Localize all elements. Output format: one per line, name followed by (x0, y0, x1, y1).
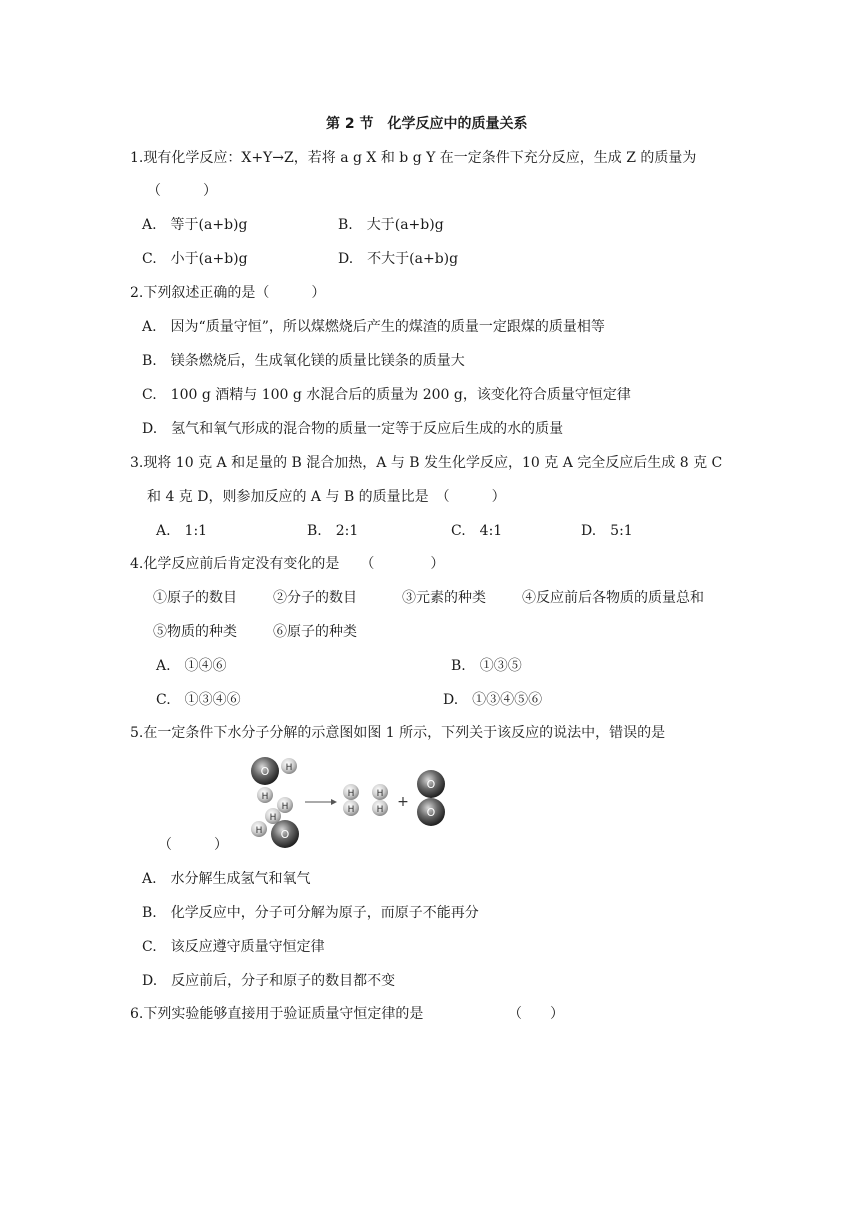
hydrogen-label: H (347, 789, 355, 799)
oxygen-label: O (260, 765, 270, 778)
question-2-option-b: B. 镁条燃烧后，生成氧化镁的质量比镁条的质量大 (142, 353, 465, 369)
question-1-stem: 1.现有化学反应：X+Y→Z，若将 a g X 和 b g Y 在一定条件下充分反应，生成 Z 的质量为 (130, 150, 697, 166)
question-4-option-c: C. ①③④⑥ (156, 692, 241, 708)
question-3-option-d: D. 5:1 (581, 523, 633, 539)
hydrogen-label: H (269, 813, 277, 823)
hydrogen-molecule-2 (372, 784, 388, 816)
hydrogen-atoms (257, 787, 293, 824)
question-5-option-b: B. 化学反应中，分子可分解为原子，而原子不能再分 (142, 905, 479, 921)
question-1-option-a: A. 等于(a+b)g (142, 217, 248, 233)
question-5-option-d: D. 反应前后，分子和原子的数目都不变 (142, 973, 396, 989)
question-4-item-4: ④反应前后各物质的质量总和 (522, 590, 704, 606)
hydrogen-label: H (347, 805, 355, 815)
question-4-item-3: ③元素的种类 (402, 590, 486, 606)
oxygen-label: O (426, 778, 436, 791)
question-5-stem: 5.在一定条件下水分子分解的示意图如图 1 所示，下列关于该反应的说法中，错误的是 (130, 725, 666, 741)
question-1-blank: （ ） (147, 183, 217, 199)
question-3-option-a: A. 1:1 (156, 523, 208, 539)
hydrogen-label: H (376, 805, 384, 815)
hydrogen-label: H (261, 792, 269, 802)
plus-sign: + (397, 794, 409, 810)
water-molecule-2 (251, 820, 299, 848)
question-4-stem: 4.化学反应前后肯定没有变化的是 （ ） (130, 556, 445, 572)
question-4-option-a: A. ①④⑥ (156, 658, 227, 674)
oxygen-label: O (280, 828, 290, 841)
water-decomposition-diagram (245, 750, 465, 850)
question-3-stem-continued: 和 4 克 D，则参加反应的 A 与 B 的质量比是 （ ） (147, 489, 506, 505)
question-4-item-2: ②分子的数目 (273, 590, 357, 606)
reaction-arrow-icon (305, 799, 337, 805)
question-3-option-b: B. 2:1 (307, 523, 359, 539)
oxygen-label: O (426, 806, 436, 819)
question-5-blank: （ ） (158, 837, 228, 853)
question-4-option-d: D. ①③④⑤⑥ (443, 692, 543, 708)
hydrogen-molecule-1 (343, 784, 359, 816)
question-3-option-c: C. 4:1 (451, 523, 503, 539)
oxygen-molecule (417, 770, 445, 826)
question-1-option-c: C. 小于(a+b)g (142, 251, 248, 267)
question-5-option-c: C. 该反应遵守质量守恒定律 (142, 939, 325, 955)
hydrogen-label: H (285, 763, 293, 773)
question-3-stem: 3.现将 10 克 A 和足量的 B 混合加热，A 与 B 发生化学反应，10 克 A 完全反应后生成 8 克 C (130, 455, 723, 471)
question-1-option-b: B. 大于(a+b)g (338, 217, 444, 233)
question-4-item-1: ①原子的数目 (153, 590, 237, 606)
question-2-stem: 2.下列叙述正确的是（ ） (130, 285, 326, 301)
question-2-option-d: D. 氢气和氧气形成的混合物的质量一定等于反应后生成的水的质量 (142, 421, 564, 437)
question-1-option-d: D. 不大于(a+b)g (338, 251, 459, 267)
hydrogen-label: H (281, 802, 289, 812)
question-2-option-a: A. 因为“质量守恒”，所以煤燃烧后产生的煤渣的质量一定跟煤的质量相等 (142, 319, 605, 335)
water-molecule-1 (251, 757, 297, 785)
question-4-item-5: ⑤物质的种类 (153, 624, 237, 640)
question-6-blank: （ ） (508, 1006, 564, 1022)
question-4-option-b: B. ①③⑤ (451, 658, 522, 674)
question-6-stem: 6.下列实验能够直接用于验证质量守恒定律的是 (130, 1006, 424, 1022)
hydrogen-label: H (376, 789, 384, 799)
question-5-option-a: A. 水分解生成氢气和氧气 (142, 871, 311, 887)
page-title: 第 2 节 化学反应中的质量关系 (326, 116, 528, 132)
question-4-item-6: ⑥原子的种类 (273, 624, 357, 640)
hydrogen-label: H (255, 826, 263, 836)
question-2-option-c: C. 100 g 酒精与 100 g 水混合后的质量为 200 g，该变化符合质量守恒定律 (142, 387, 631, 403)
